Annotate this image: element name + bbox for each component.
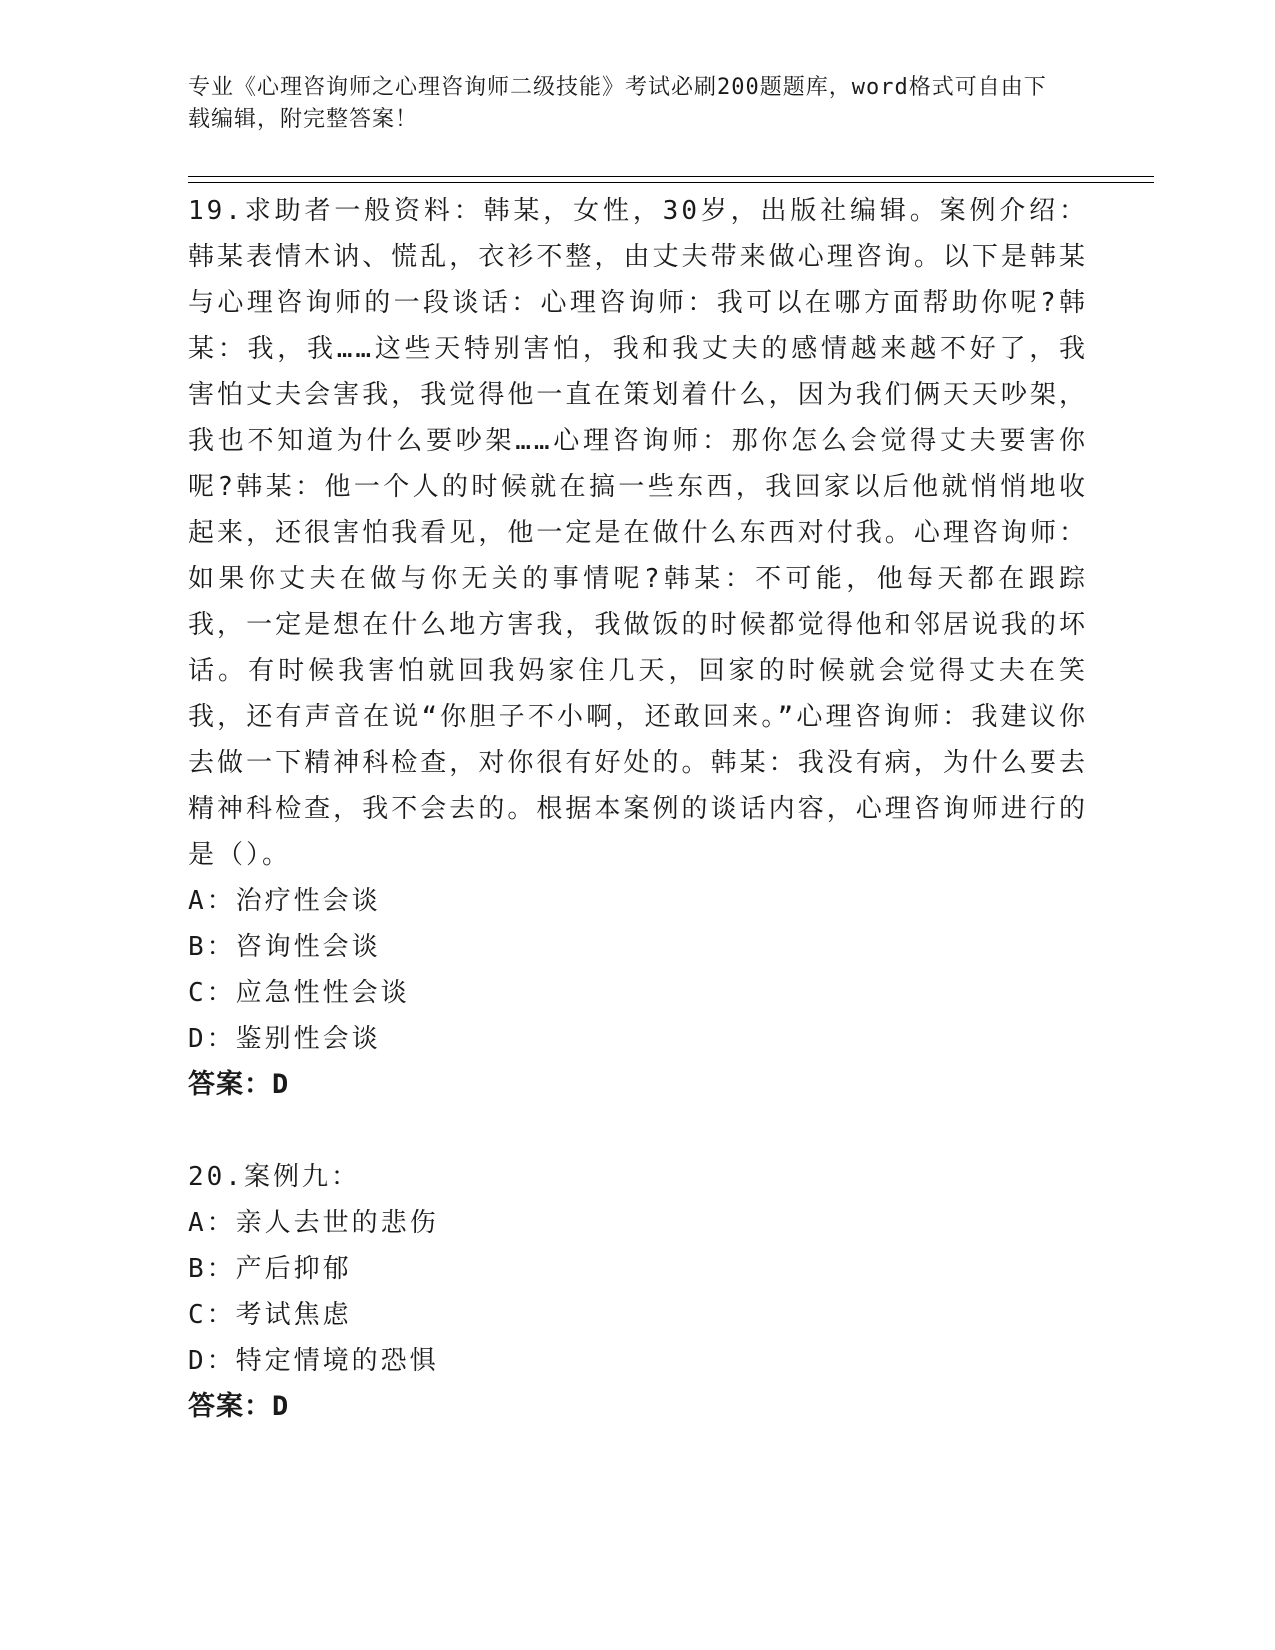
question-spacer bbox=[188, 1108, 1088, 1154]
option-a: A：治疗性会谈 bbox=[188, 886, 381, 916]
question-stem: 19.求助者一般资料：韩某，女性，30岁，出版社编辑。案例介绍：韩某表情木讷、慌乱，衣衫不整，由丈夫带来做心理咨询。以下是韩某与心理咨询师的一段谈话：心理咨询师：我可以在哪方面帮助你呢?韩某：我，我……这些天特别害怕，我和我丈夫的感情越来越不好了，我害怕丈夫会害我，我觉得他一直在策划着什么，因为我们俩天天吵架，我也不知道为什么要吵架……心理咨询师：那你怎么会觉得丈夫要害你呢?韩某：他一个人的时候就在搞一些东西，我回家以后他就悄悄地收起来，还很害怕我看见，他一定是在做什么东西对付我。心理咨询师：如果你丈夫在做与你无关的事情呢?韩某：不可能，他每天都在跟踪我，一定是想在什么地方害我，我做饭的时候都觉得他和邻居说我的坏话。有时候我害怕就回我妈家住几天，回家的时候就会觉得丈夫在笑我，还有声音在说“你胆子不小啊，还敢回来。”心理咨询师：我建议你去做一下精神科检查，对你很有好处的。韩某：我没有病，为什么要去精神科检查，我不会去的。根据本案例的谈话内容，心理咨询师进行的是（）。 bbox=[188, 196, 1088, 870]
question-list bbox=[188, 188, 1088, 1430]
option-d: D：特定情境的恐惧 bbox=[188, 1346, 439, 1376]
option-c: C：应急性性会谈 bbox=[188, 978, 410, 1008]
option-b: B：咨询性会谈 bbox=[188, 932, 381, 962]
document-header: 专业《心理咨询师之心理咨询师二级技能》考试必刷200题题库，word格式可自由下载编辑，附完整答案！ bbox=[188, 75, 1047, 132]
question-19 bbox=[188, 188, 1088, 1108]
answer-line: 答案：D bbox=[188, 1069, 290, 1100]
option-d: D：鉴别性会谈 bbox=[188, 1024, 381, 1054]
option-a: A：亲人去世的悲伤 bbox=[188, 1208, 439, 1238]
question-stem: 20.案例九： bbox=[188, 1162, 360, 1192]
option-b: B：产后抑郁 bbox=[188, 1254, 352, 1284]
option-c: C：考试焦虑 bbox=[188, 1300, 352, 1330]
header-divider-top bbox=[188, 176, 1154, 177]
question-20 bbox=[188, 1154, 1088, 1430]
answer-line: 答案：D bbox=[188, 1391, 290, 1422]
header-divider-bottom bbox=[188, 182, 1154, 183]
